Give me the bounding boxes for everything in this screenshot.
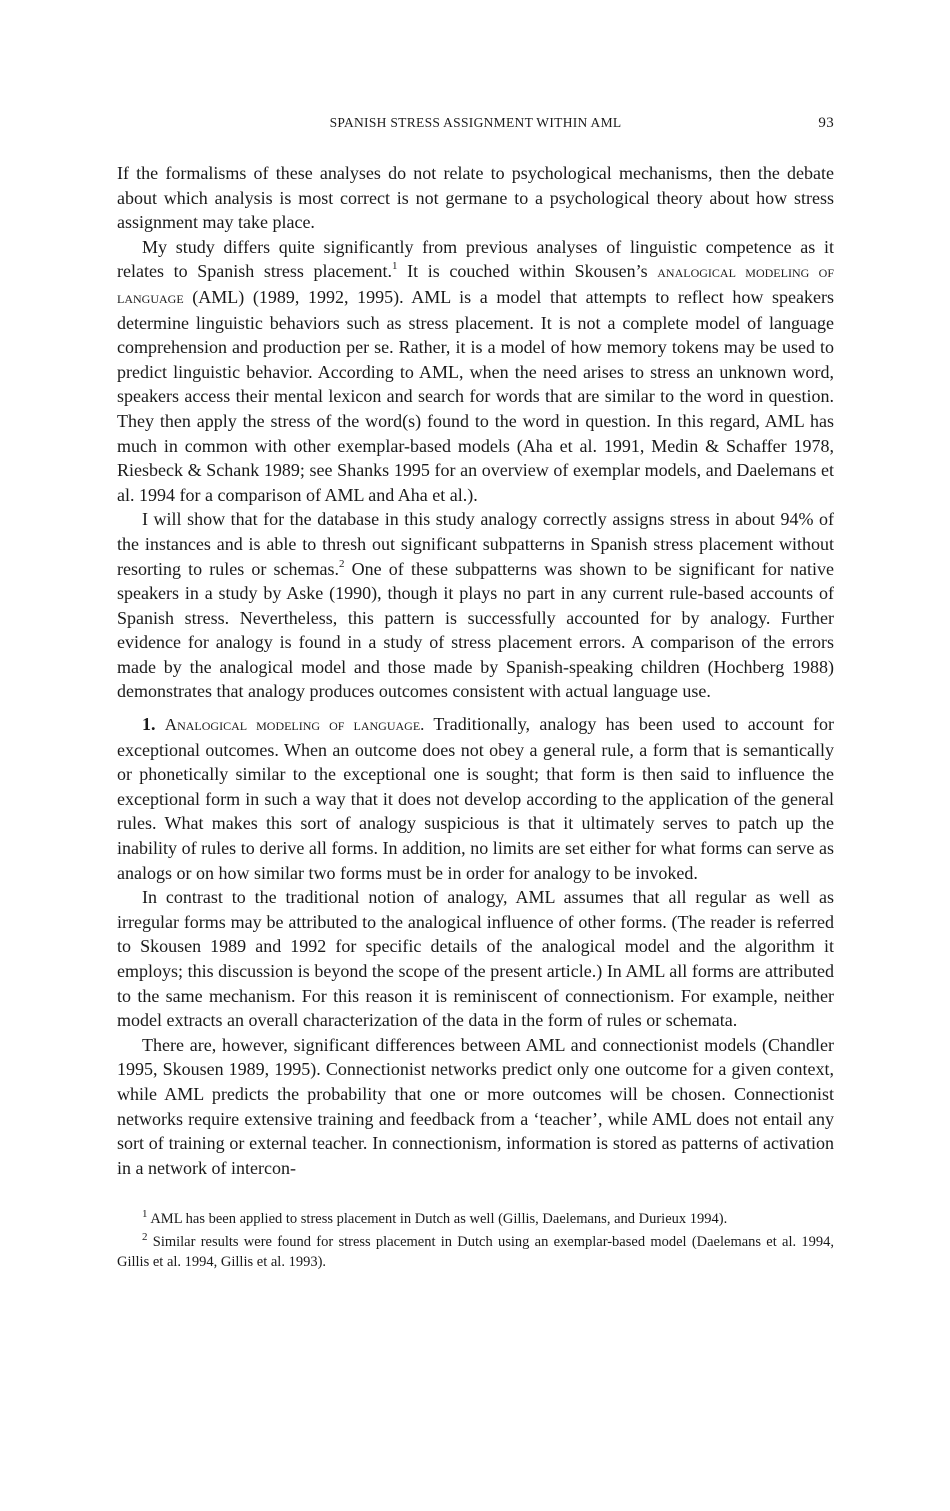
paragraph-3 [117,507,834,704]
section-1-text: Traditionally, analogy has been used to account for exceptional outcomes. When an outcome does not obey a general rule, a form that is semantically or phonetically similar to the exceptional one is sought; that form is then said to influence the exceptional form in such a way that it does not develop according to the application of the general rules. What makes this sort of analogy suspicious is that it ultimately serves to patch up the inability of rules to derive all forms. In addition, no limits are set either for what forms can serve as analogs or on how similar two forms must be in order for analogy to be invoked. [117,714,834,883]
footnote-2 [117,1232,834,1272]
footnote-1-text: AML has been applied to stress placement in Dutch as well (Gillis, Daelemans, and Durieux 1994). [147,1211,728,1228]
footnotes [117,1209,834,1272]
paragraph-3-text-b: One of these subpatterns was shown to be significant for native speakers in a study by Aske (1990), though it plays no part in any current rule-based accounts of Spanish stress. Nevertheless, this pattern is successfully accounted for by analogy. Further evidence for analogy is found in a study of stress placement errors. A comparison of the errors made by the analogical model and those made by Spanish-speaking children (Hochberg 1988) demonstrates that analogy produces outcomes consistent with actual language use. [117,558,835,702]
paragraph-1: If the formalisms of these analyses do not relate to psychological mechanisms, then the debate about which analysis is most correct is not germane to a psychological theory about how stress assignment may take place. [117,163,834,233]
running-head [117,112,834,138]
paragraph-2-text-a: My study differs quite significantly from previous analyses of linguistic competence as it relates to Spanish stress placement. [117,236,834,282]
section-1-paragraph [117,712,834,885]
paragraph-2 [117,235,834,508]
body-text [117,161,834,1180]
section-number: 1. [142,714,156,735]
footnote-ref-1: 1 [391,260,398,273]
paragraph-6: There are, however, significant differences between AML and connectionist models (Chandler 1995, Skousen 1989, 1995). Connectionist networks predict only one outcome for a given context, while AML predicts the probability that one or more outcomes will be chosen. Connectionist networks require extensive training and feedback from a ‘teacher’, while AML does not entail any sort of training or external teacher. In connectionism, information is stored as patterns of activation in a network of intercon- [117,1034,834,1178]
footnote-2-marker: 2 [142,1230,148,1243]
running-head-title: SPANISH STRESS ASSIGNMENT WITHIN AML [329,115,622,130]
footnote-1 [117,1209,834,1229]
page-number: 93 [818,115,834,131]
footnote-ref-2: 2 [339,557,345,570]
paragraph-3-text-a: I will show that for the database in this study analogy correctly assigns stress in about 94% of the instances and is able to thresh out significant subpatterns in Spanish stress placement without resorting to rules or schemas. [117,509,834,579]
paragraph-5: In contrast to the traditional notion of analogy, AML assumes that all regular as well as irregular forms may be attributed to the analogical influence of other forms. (The reader is referred to Skousen 1989 and 1992 for specific details of the analogical model and the algorithm it employs; this discussion is beyond the scope of the present article.) In AML all forms are attributed to the same mechanism. For this reason it is reminiscent of connectionism. For example, neither model extracts an overall characterization of the data in the form of rules or schemata. [117,887,834,1031]
footnote-1-marker: 1 [142,1207,148,1220]
term-aml: analogical modeling of language [117,262,834,307]
paragraph-2-text-b: It is couched within Skousen’s [397,261,658,282]
paragraph-2-text-c: (AML) (1989, 1992, 1995). AML is a model that attempts to reflect how speakers determine linguistic behaviors such as stress placement. It is not a complete model of language comprehension and production per se. Rather, it is a model of how memory tokens may be used to predict linguistic behavior. According to AML, when the need arises to stress an unknown word, speakers access their mental lexicon and search for words that are similar to the word in question. They then apply the stress of the word(s) found to the word in question. In this regard, AML has much in common with other exemplar-based models (Aha et al. 1991, Medin & Schaffer 1978, Riesbeck & Schank 1989; see Shanks 1995 for an overview of exemplar models, and Daelemans et al. 1994 for a comparison of AML and Aha et al.). [117,286,834,505]
section-title: Analogical modeling of language. [164,715,425,735]
journal-page [117,112,834,1272]
footnote-2-text: Similar results were found for stress placement in Dutch using an exemplar-based model (Daelemans et al. 1994, Gillis et al. 1994, Gillis et al. 1993). [117,1234,834,1271]
